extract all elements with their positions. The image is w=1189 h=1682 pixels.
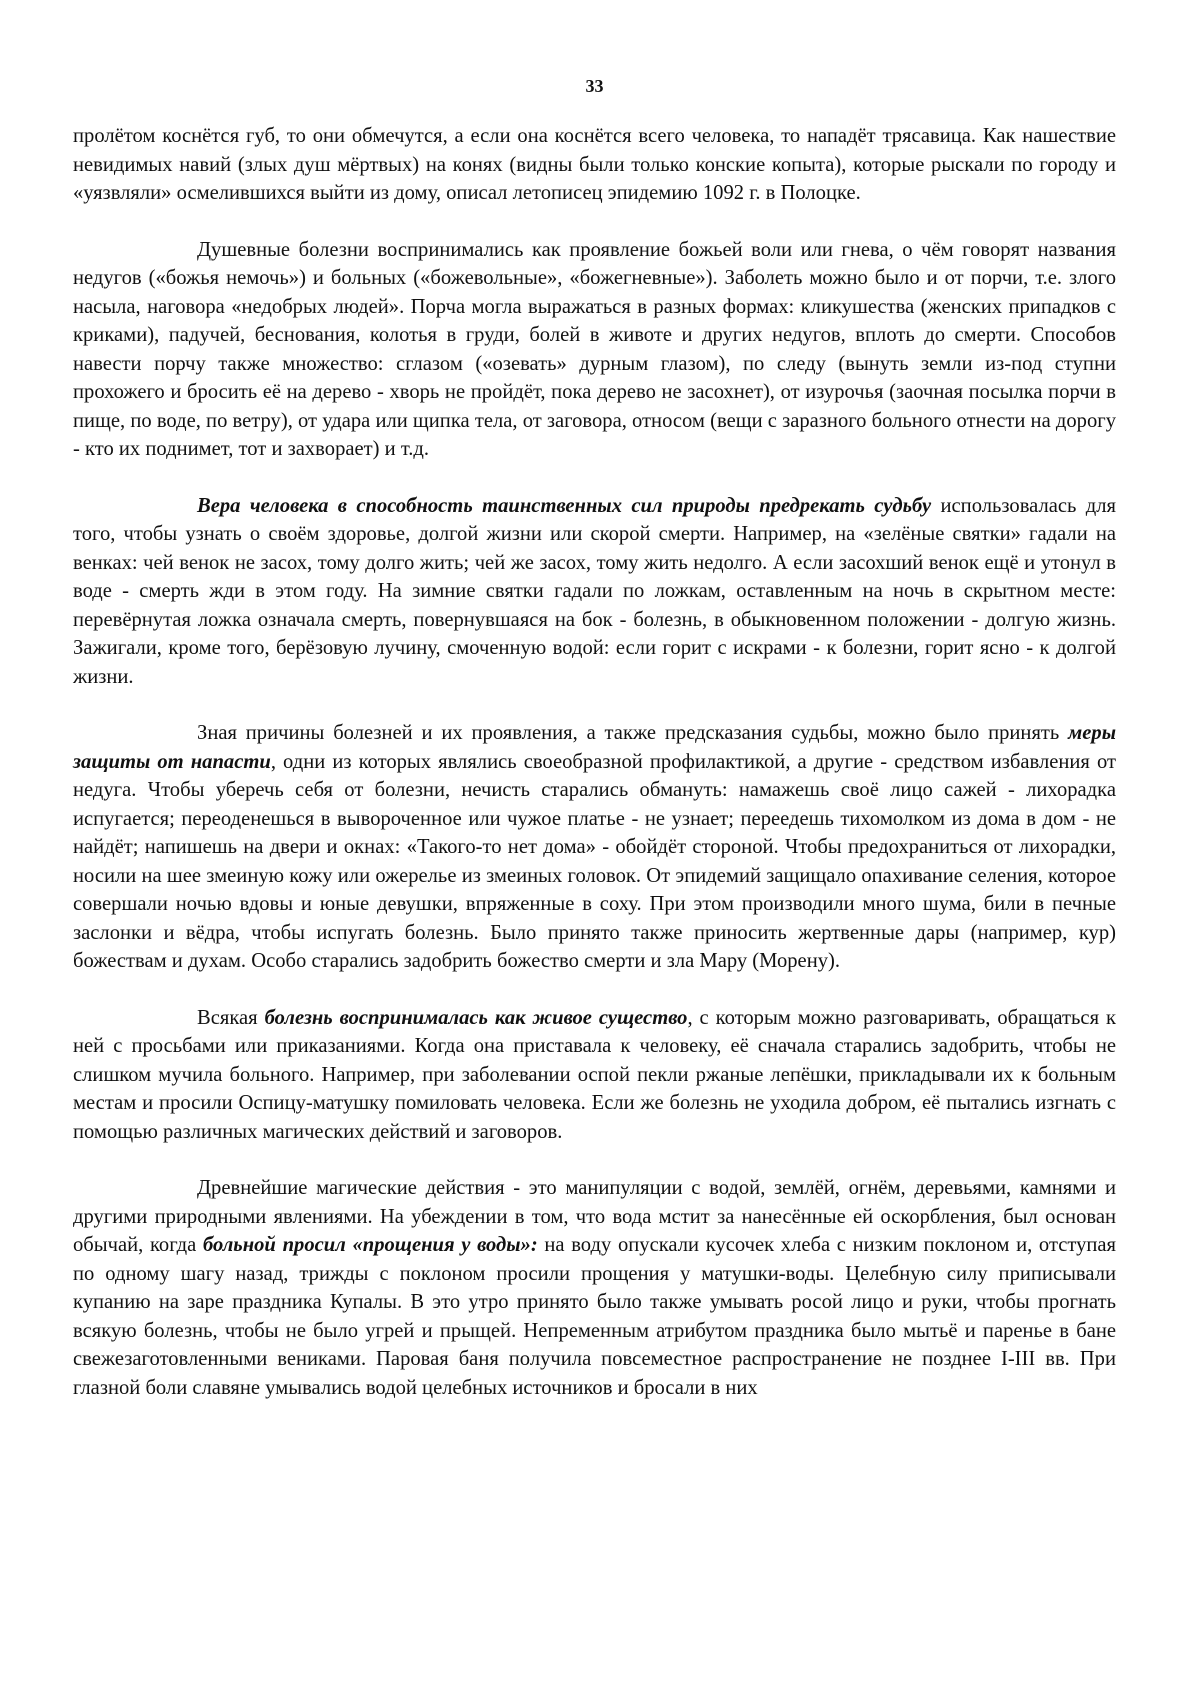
paragraph-3 (73, 492, 1116, 692)
paragraph-text: использовалась для того, чтобы узнать о своём здоровье, долгой жизни или скорой смерти. Например, на «зелёные святки» гадали на венках: чей венок не засох, тому долго жить; чей же засох, тому жить недолго. А если засохший венок ещё и утонул в воде - смерть жди в этом году. На зимние святки гадали по ложкам, оставленным на ночь в скрытном месте: перевёрнутая ложка означала смерть, повернувшаяся на бок - болезнь, в обыкновенном положении - долгую жизнь. Зажигали, кроме того, берёзовую лучину, смоченную водой: если горит с искрами - к болезни, горит ясно - к долгой жизни. (73, 494, 1117, 688)
paragraph-text: Зная причины болезней и их проявления, а также предсказания судьбы, можно было принять (197, 722, 1069, 744)
body-text (73, 122, 1116, 1402)
emphasis-text: Вера человека в способность таинственных сил природы предрекать судьбу (197, 494, 932, 517)
paragraph-1 (73, 122, 1116, 208)
paragraph-text: , с которым можно разговаривать, обращаться к ней с просьбами или приказаниями. Когда она приставала к человеку, её сначала старались задобрить, чтобы не слишком мучила больного. Например, при заболевании оспой пекли ржаные лепёшки, прикладывали их к больным местам и просили Оспицу-матушку помиловать человека. Если же болезнь не уходила добром, её пытались изгнать с помощью различных магических действий и заговоров. (73, 1006, 1116, 1143)
paragraph-2 (73, 236, 1116, 464)
paragraph-text: Душевные болезни воспринимались как проявление божьей воли или гнева, о чём говорят названия недугов («божья немочь») и больных («божевольные», «божегневные»). Заболеть можно было и от порчи, т.е. злого насыла, наговора «недобрых людей». Порча могла выражаться в разных формах: кликушества (женских припадков с криками), падучей, беснования, колотья в груди, болей в животе и других недугов, вплоть до смерти. Способов навести порчу также множество: сглазом («озевать» дурным глазом), по следу (вынуть земли из-под ступни прохожего и бросить её на дерево - хворь не пройдёт, пока дерево не засохнет), от изурочья (заочная посылка порчи в пище, по воде, по ветру), от удара или щипка тела, от заговора, относом (вещи с заразного больного отнести на дорогу - кто их поднимет, тот и захворает) и т.д. (73, 238, 1116, 460)
page-number: 33 (585, 76, 604, 96)
paragraph-text: Древнейшие магические действия - это манипуляции с водой, землёй, огнём, деревьями, камнями и другими природными явлениями. На убеждении в том, что вода мстит за нанесённые ей оскорбления, был основан обычай, когда (73, 1177, 1116, 1256)
emphasis-text: меры защиты от напасти (73, 722, 1116, 773)
emphasis-text: больной просил «прощения у воды»: (202, 1234, 538, 1256)
paragraph-5 (73, 1004, 1116, 1147)
paragraph-text: Всякая (197, 1006, 265, 1029)
paragraph-4 (73, 719, 1116, 976)
emphasis-text: болезнь воспринималась как живое существо (264, 1006, 688, 1029)
paragraph-text: , одни из которых являлись своеобразной профилактикой, а другие - средством избавления от недуга. Чтобы уберечь себя от болезни, нечисть старались обмануть: намажешь своё лицо сажей - лихорадка испугается; переоденешься в вывороченное или чужое платье - не узнает; переедешь тихомолком из дома в дом - не найдёт; напишешь на двери и окнах: «Такого-то нет дома» - обойдёт стороной. Чтобы предохраниться от лихорадки, носили на шее змеиную кожу или ожерелье из змеиных головок. От эпидемий защищало опахивание селения, которое совершали ночью вдовы и юные девушки, впряженные в соху. При этом производили много шума, били в печные заслонки и вёдра, чтобы испугать болезнь. Было принято также приносить жертвенные дары (например, кур) божествам и духам. Особо старались задобрить божество смерти и зла Мару (Морену). (73, 750, 1116, 972)
paragraph-6 (73, 1174, 1116, 1402)
paragraph-text: на воду опускали кусочек хлеба с низким поклоном и, отступая по одному шагу назад, трижды с поклоном просили прощения у матушки-воды. Целебную силу приписывали купанию на заре праздника Купалы. В это утро принято было также умывать росой лицо и руки, чтобы прогнать всякую болезнь, чтобы не было угрей и прыщей. Непременным атрибутом праздника было мытьё и паренье в бане свежезаготовленными вениками. Паровая баня получила повсеместное распространение не позднее I-III вв. При глазной боли славяне умывались водой целебных источников и бросали в них (73, 1234, 1116, 1399)
paragraph-text: пролётом коснётся губ, то они обмечутся, а если она коснётся всего человека, то нападёт трясавица. Как нашествие невидимых навий (злых душ мёртвых) на конях (видны были только конские копыта), которые рыскали по городу и «уязвляли» осмелившихся выйти из дому, описал летописец эпидемию 1092 г. в Полоцке. (73, 125, 1116, 204)
